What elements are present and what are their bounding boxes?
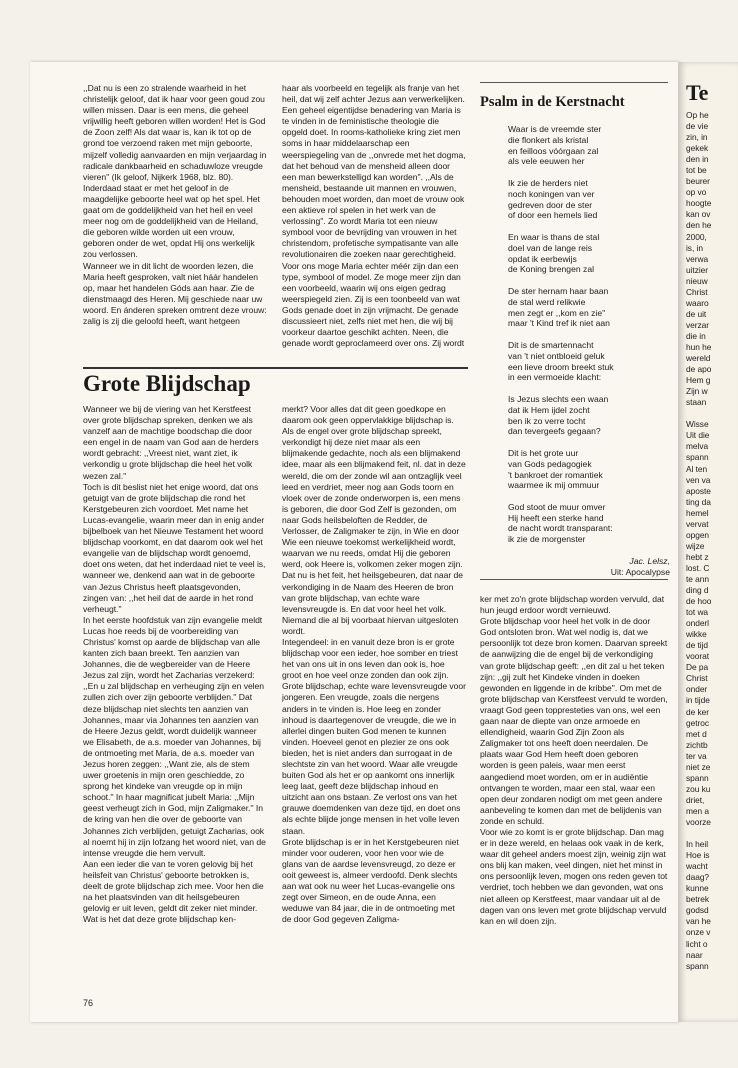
poem-stanza-4: De ster hernam haar baan de stal werd relikwie men zegt er ,,kom en zie'' maar 't Kind tref ik niet aan [508, 285, 610, 329]
article-signature-row [480, 949, 668, 961]
poem-stanza-7: Dit is het grote uur van Gods pedagogiek 't bankroet der romantiek waarmee ik mij ommuur [508, 447, 603, 491]
next-page-text-fragment: Op he de vie zin, in gekek den in tot be beurer op vo hoogte kan ov den he 2000, is, in verwa uitzier nieuw Christ waaro de uit verzar die in hun he wereld de apo Hem g Zijn w staan Wisse Uit die melva spann Al ten ven va aposte ting da hemel vervat opgen wijze hebt z lost. C te ann ding d de hoo tot wa onderl wikke de tijd voorat De pa Christ onder in tijde de ker getroc met d zichtb ter va niet ze spann zou ku driet, men a voorze In heil Hoe is wacht daag? kunne betrek godsd van he onze v licht o naar spann [686, 110, 712, 971]
poem-stanza-1: Waar is de vreemde ster die flonkert als kristal en feilloos vóórgaan zal als vele eeuwen her [508, 124, 602, 167]
signature-w-van-t-s [423, 360, 466, 361]
article-column-2: merkt? Voor alles dat dit geen goedkope en daarom ook geen oppervlakkige blijdschap is. Als de engel over grote blijdschap spreekt, verkondigt hij deze niet maar als een blijmakende gedachte, noch als een blijmakend idee, maar als een blijmakend feit, nl. dat in deze wereld, die om der zonde wil aan ontzaglijk veel leed en verdriet, meer nog aan Gods toorn en vloek over de zonde onderworpen is, een mens is geboren, die door God Zelf is gezonden, om naar Gods heilsbeloften de Redder, de Verlosser, de Zaligmaker te zijn, in Wie en door Wie een nieuwe toekomst werkelijkheid wordt, waarvan we nu reeds, omdat Hij die geboren werd, ook Heere is, volkomen zeker mogen zijn. Dat nu is het feit, het heilsgebeuren, dat naar de verkondiging in de Naam des Heeren de bron van grote blijdschap, van echte ware levensvreugde is. En dat voor heel het volk. Niemand die al bij voorbaat hiervan uitgesloten wordt. Integendeel: in en vanuit deze bron is er grote blijdschap voor een ieder, hoe somber en triest het van ons uit in ons leven dan ook is, hoe groot en hoe veel onze zonden dan ook zijn. Grote blijdschap, echte ware levensvreugde voor jongeren. Een vreugde, zoals die nergens anders in te vinden is. Hoe leeg en zonder inhoud is daartegenover de vreugde, die we in allerlei dingen buiten God menen te kunnen vinden. Hoeveel genot en plezier ze ons ook bieden, het is niet anders dan surrogaat in de slechtste zin van het woord. Waar alle vreugde buiten God als het er op aankomt ons innerlijk leeg laat, geeft deze blijdschap inhoud en uitzicht aan ons bstaan. Ze verlost ons van het grauwe doemdenken van deze tijd, en doet ons als echte blijde jonge mensen in het volle leven staan. Grote blijdschap is er in het Kerstgebeuren niet minder voor ouderen, voor hen voor wie de glans van de aardse levensvreugd, zo deze er ooit geweest is, almeer verdoofd. Denk slechts aan wat ook nu weer het Lucas-evangelie ons zegt over Simeon, en de oude Anna, een weduwe van 84 jaar, die in de ontmoeting met de door God gegeven Zaligma- [282, 404, 466, 925]
next-page-title: Te [686, 80, 709, 105]
poem-bottom-rule [480, 579, 668, 580]
column-2-top-text: haar als voorbeeld en tegelijk als franje van het heil, dat wij zelf achter Jezus aan verwerkelijken. Een geheel eigentijdse benadering van Maria is te vinden in de feministische theologie die opgeld doet. In rooms-katholieke kring ziet men soms in haar middelaarschap een weerspiegeling van de ,,onvrede met het dogma, dat het behoud van de mensheid alleen door een man bewerkstelligd kan worden''. ,,Als de mensheid, bestaande uit mannen en vrouwen, behouden moet worden, dan moet de vrouw ook een aktieve rol spelen in het werk van de verlossing''. Zo wordt Maria tot een nieuw symbool voor de bevrijding van vrouwen in het christendom, profetische sympatisante van alle revolutionairen die zoeken naar gerechtigheid. Voor ons moge Maria echter méér zijn dan een type, symbool of model. Ze moge meer zijn dan een voorbeeld, waarin wij ons eigen gedrag weerspiegeld zien. Zij is een toonbeeld van wat Gods genade doet in zijn vrijmacht. De genade discussieert niet, zelfs niet met hen, die wij bij voorkeur daartoe geschikt achten. Neen, die genade wordt geproclameerd over ons. Zij wordt [282, 83, 466, 349]
article-top-rule [83, 367, 468, 369]
next-page-edge [678, 62, 738, 1022]
poem-title: Psalm in de Kerstnacht [480, 94, 625, 110]
poem-stanza-3: En waar is thans de stal doel van de lange reis opdat ik eerbewijs de Koning brengen zal [508, 231, 600, 275]
poem-top-rule [480, 82, 668, 83]
poem-author: Jac. Lelsz, [629, 555, 670, 566]
poem-stanza-6: Is Jezus slechts een waan dat ik Hem ijdel zocht ben ik zo verre tocht dan tevergeefs gegaan? [508, 393, 609, 437]
signature-j-brons [637, 960, 668, 961]
article-column-1: Wanneer we bij de viering van het Kerstfeest over grote blijdschap spreken, denken we als vanzelf aan de machtige boodschap die door een engel in de naam van God aan de herders wordt gebracht: ,,Vreest niet, want ziet, ik verkondig u grote blijdschap die heel het volk wezen zal.'' Toch is dit beslist niet het enige woord, dat ons getuigt van de grote blijdschap die rond het Kerstgebeuren zich voordoet. Met name het Lucas-evangelie, waarin meer dan in enig ander bijbelboek van het Nieuwe Testament het woord blijdschap voorkomt, en dat daarom ook wel het evangelie van de blijdschap wordt genoemd, doet ons weten, dat het inderdaad niet te veel is, wanneer we, denkend aan wat in de geboorte van Jezus Christus heeft plaatsgevonden, zingen van: ,,het heil dat de aarde in het rond verheugt.'' In het eerste hoofdstuk van zijn evangelie meldt Lucas hoe reeds bij de voorbereiding van Christus' komst op aarde de blijdschap van alle kanten zich baan breekt. Ten aanzien van Johannes, die de wegbereider van de Heere Jezus zal zijn, wordt het Zacharias verzekerd: ,,En u zal blijdschap en verheuging zijn en velen zullen zich over zijn geboorte verblijden.'' Dat deze blijdschap niet slechts ten aanzien van Johannes, maar via Johannes ten aanzien van de Heere Jezus geldt, wordt duidelijk wanneer we Elisabeth, de a.s. moeder van Johannes, bij de ontmoeting met Maria, de a.s. moeder van Jezus horen zeggen: ,,Want zie, als de stem uwer groetenis in mijn oren geschiedde, zo sprong het kindeke van vreugde op in mijn schoot.'' In haar magnificat jubelt Maria: ,,Mijn geest verheugt zich in God, mijn Zaligmaker.'' In de kring van hen die over de geboorte van Johannes zich verblijden, getuigt Zacharias, ook al noemt hij in zijn lofzang het woord niet, van de intense vreugde die hem vervult. Aan een ieder die van te voren gelovig bij het heilsfeit van Christus' geboorte betrokken is, deelt de grote blijdschap zich mee. Voor hen die na het plaatsvinden van dit heilsgebeuren gelovig er uit leven, geldt dit zeker niet minder. Wat is het dat deze grote blijdschap ken- [83, 404, 266, 925]
magazine-page [30, 62, 678, 1022]
poem-body [508, 124, 670, 577]
poem-stanza-5: Dit is de smartennacht van 't niet ontbloeid geluk een lieve droom breekt stuk in een vermoeide klacht: [508, 339, 614, 383]
page-number: 76 [83, 998, 94, 1008]
article-column-3: ker met zo'n grote blijdschap worden vervuld, dat hun jeugd erdoor wordt vernieuwd. Grote blijdschap voor heel het volk in de door God ontsloten bron. Wat wel nodig is, dat we persoonlijk tot deze bron komen. Daarvan spreekt de aanwijzing die de engel bij de verkondiging van grote blijdschap geeft: ,,en dit zal u het teken zijn: ,,gij zult het Kindeke vinden in doeken gewonden en liggende in de kribbe''. Om met de grote blijdschap van Kerstfeest vervuld te worden, vraagt God geen toppresteties van ons, wel een gaan naar de diepte van onze armoede en ellendigheid, waarin God Zijn Zoon als Zaligmaker tot ons heeft doen neerdalen. De plaats waar God Hem heeft doen geboren worden is geen paleis, waar men eerst aangediend moet worden, om er in audiëntie ontvangen te worden, maar een stal, waar een open deur zondaren nodigt om met geen andere aanbeveling te komen dan met de belijdenis van zonde en schuld. Voor wie zo komt is er grote blijdschap. Dan mag er in deze wereld, en helaas ook vaak in de kerk, waar dit geheel anders moest zijn, weinig zijn wat ons blij kan maken, veel dingen, niet het minst in ons persoonlijk leven, mogen ons reden geven tot verdriet, toch hebben we dan gevonden, wat ons niet alleen op Kerstfeest, maar vandaar uit al de dagen van ons leven met grote blijdschap vervuld kan en wil doen zijn. [480, 594, 668, 926]
poem-stanza-2: Ik zie de herders niet noch koningen van ver gedreven door de ster of door een hemels lied [508, 177, 598, 221]
poem-stanza-8: God stoot de muur omver Hij heeft een sterke hand de nacht wordt transparant: ik zie de morgenster [508, 501, 613, 545]
column-2-signature [282, 349, 466, 361]
article-title: Grote Blijdschap [83, 371, 251, 396]
column-1-top-text: ,,Dat nu is een zo stralende waarheid in het christelijk geloof, dat ik haar voor geen goud zou willen missen. Daar is een mens, die geheel vrijwillig heeft geboren willen worden! Het is God de Zoon zelf! Als dat waar is, kan ik tot op de grond toe verzoend raken met mijn geboorte, mijzelf volledig aanvaarden en mijn verjaardag in radicale dankbaarheid en schaduwloze vreugde vieren'' (Ik geloof, Nijkerk 1968, blz. 80). Inderdaad staat er met het geloof in de maagdelijke geboorte heel wat op het spel. Het gaat om de goddelijkheid van het heil en veel meer nog om de goddelijkheid van de Heiland, die geboren wilde worden uit een vrouw, geboren onder de wet, opdat Hij ons werkelijk zou verlossen. Wanneer we in dit licht de woorden lezen, die Maria heeft gesproken, valt niet háár handelen op, maar het handelen Góds aan haar. Zie de dienstmaagd des Heren. Mij geschiede naar uw woord. En ánderen spreken omtrent deze vrouw: zalig is zij die geloofd heeft, want hetgeen [83, 83, 267, 326]
poem-source: Uit: Apocalypse [610, 566, 670, 577]
